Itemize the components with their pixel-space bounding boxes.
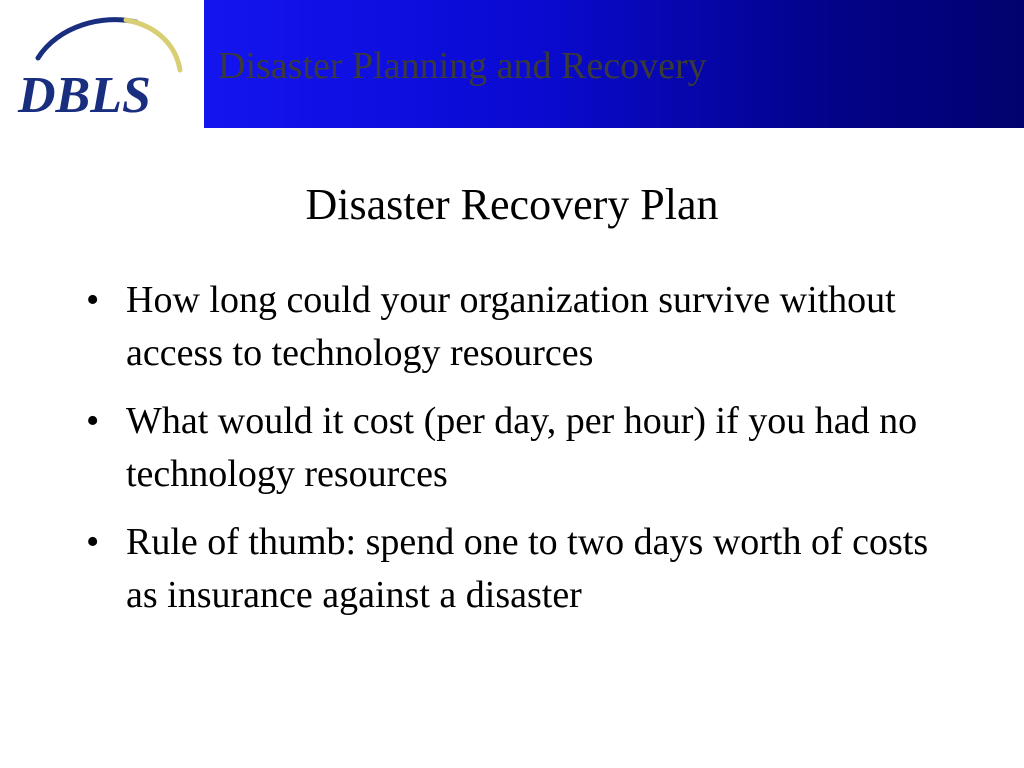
slide-header bbox=[0, 0, 1024, 128]
bullet-item bbox=[86, 516, 966, 622]
slide-title: Disaster Recovery Plan bbox=[305, 180, 719, 229]
bullet-marker: • bbox=[86, 400, 100, 442]
bullet-item bbox=[86, 395, 966, 501]
dbls-logo-graphic bbox=[8, 8, 200, 124]
bullet-text: Rule of thumb: spend one to two days worth of costs as insurance against a disaster bbox=[126, 521, 929, 616]
bullet-list bbox=[86, 274, 966, 637]
logo-arc-blue bbox=[38, 20, 136, 58]
bullet-marker: • bbox=[86, 279, 100, 321]
bullet-marker: • bbox=[86, 521, 100, 563]
logo-text: DBLS bbox=[18, 67, 151, 124]
bullet-text: How long could your organization survive without access to technology resources bbox=[126, 279, 896, 374]
logo-arc-gold bbox=[126, 20, 180, 70]
bullet-text: What would it cost (per day, per hour) if you had no technology resources bbox=[126, 400, 918, 495]
banner-title: Disaster Planning and Recovery bbox=[218, 45, 707, 87]
dbls-logo bbox=[8, 8, 200, 124]
bullet-item bbox=[86, 274, 966, 380]
header-banner bbox=[204, 0, 1024, 128]
